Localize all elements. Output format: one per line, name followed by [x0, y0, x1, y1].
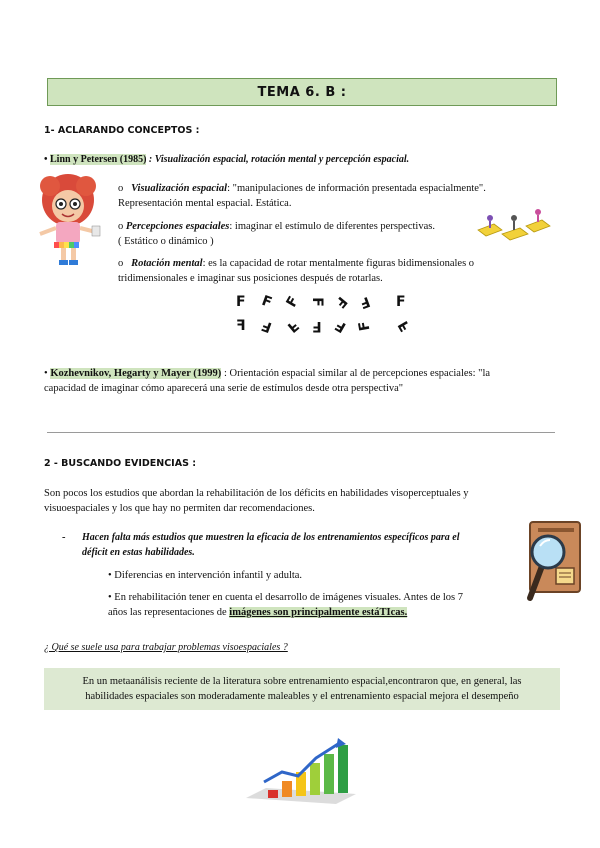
growth-bar: [282, 781, 292, 797]
callout-line-1: En un metaanálisis reciente de la literatura sobre entrenamiento espacial,encontraron que, en general, las: [82, 676, 522, 687]
figure-f: F: [357, 292, 373, 312]
perspective-illustration: [476, 208, 552, 246]
figure-f: F: [332, 316, 349, 336]
growth-bar: [338, 745, 348, 793]
figure-f: F: [395, 317, 415, 335]
figure-f: F: [236, 318, 246, 334]
figure-f: F: [259, 292, 275, 312]
section1-heading: 1- ACLARANDO CONCEPTOS :: [44, 125, 200, 136]
reference-kozhevnikov: • Kozhevnikov, Hegarty y Mayer (1999) : Orientación espacial similar al de percepciones espaciales: "la: [44, 368, 491, 379]
figure-f: F: [283, 316, 302, 336]
visualizacion-item: o Visualización espacial: "manipulaciones de información presentada espacialmente".: [118, 183, 486, 194]
growth-chart-illustration: [246, 738, 356, 806]
growth-bar: [268, 790, 278, 798]
question-heading: ¿ Qué se suele usa para trabajar problemas visoespaciales ?: [44, 642, 288, 653]
figure-f: F: [356, 319, 374, 333]
section2-heading: 2 - BUSCANDO EVIDENCIAS :: [44, 458, 197, 469]
growth-bar: [324, 754, 334, 794]
reference-kozhevnikov-2: capacidad de imaginar cómo aparecerá una serie de estímulos desde otra perspectiva": [44, 383, 404, 394]
rotacion-item: o Rotación mental: es la capacidad de rotar mentalmente figuras bidimensionales o: [118, 258, 475, 269]
growth-bar: [310, 763, 320, 795]
bullet-rehabilitacion-2: años las representaciones de imágenes son principalmente estáTIcas.: [108, 607, 408, 618]
figure-f: F: [283, 293, 303, 311]
visualizacion-item-2: Representación mental espacial. Estática.: [118, 198, 292, 209]
figure-f: F: [308, 297, 325, 307]
girl-illustration: [30, 172, 106, 270]
ref1-authors: Linn y Petersen (1985): [50, 154, 147, 165]
percepciones-item-2: ( Estático o dinámico ): [118, 236, 214, 247]
highlighted-phrase: imágenes son principalmente estáTIcas.: [229, 607, 408, 618]
bullet-diferencias: • Diferencias en intervención infantil y adulta.: [108, 570, 303, 581]
figure-f: F: [331, 293, 350, 311]
ref1-description: : Visualización espacial, rotación mental y percepción espacial.: [148, 154, 410, 165]
italic-note-2: déficit en estas habilidades.: [82, 547, 195, 558]
figure-f: F: [259, 316, 275, 336]
figure-f: F: [312, 318, 322, 334]
figure-f: F: [396, 294, 406, 310]
section2-paragraph: Son pocos los estudios que abordan la rehabilitación de los déficits en habilidades visoperceptuales y: [44, 488, 469, 499]
figure-f: F: [236, 294, 246, 310]
magnifier-document-illustration: [520, 518, 586, 604]
bullet-rehabilitacion: • En rehabilitación tener en cuenta el desarrollo de imágenes visuales. Antes de los 7: [108, 592, 464, 603]
dash-marker: -: [62, 532, 66, 543]
page-title: TEMA 6. B :: [47, 78, 557, 106]
section-divider: [47, 432, 555, 433]
callout-line-2: habilidades espaciales son moderadamente maleables y el entrenamiento espacial mejora el desempeño: [85, 691, 519, 702]
reference-linn-petersen: • Linn y Petersen (1985) : Visualización espacial, rotación mental y percepción espacial.: [44, 154, 410, 165]
italic-note: Hacen falta más estudios que muestren la eficacia de los entrenamientos específicos para el: [82, 532, 460, 543]
percepciones-item: o Percepciones espaciales: imaginar el estímulo de diferentes perspectivas.: [118, 221, 435, 232]
metaanalysis-callout: [44, 668, 560, 710]
rotacion-item-2: tridimensionales e imaginar sus posiciones después de rotarlas.: [118, 273, 383, 284]
section2-paragraph-2: visuoespaciales y los que hay no permiten dar recomendaciones.: [44, 503, 315, 514]
